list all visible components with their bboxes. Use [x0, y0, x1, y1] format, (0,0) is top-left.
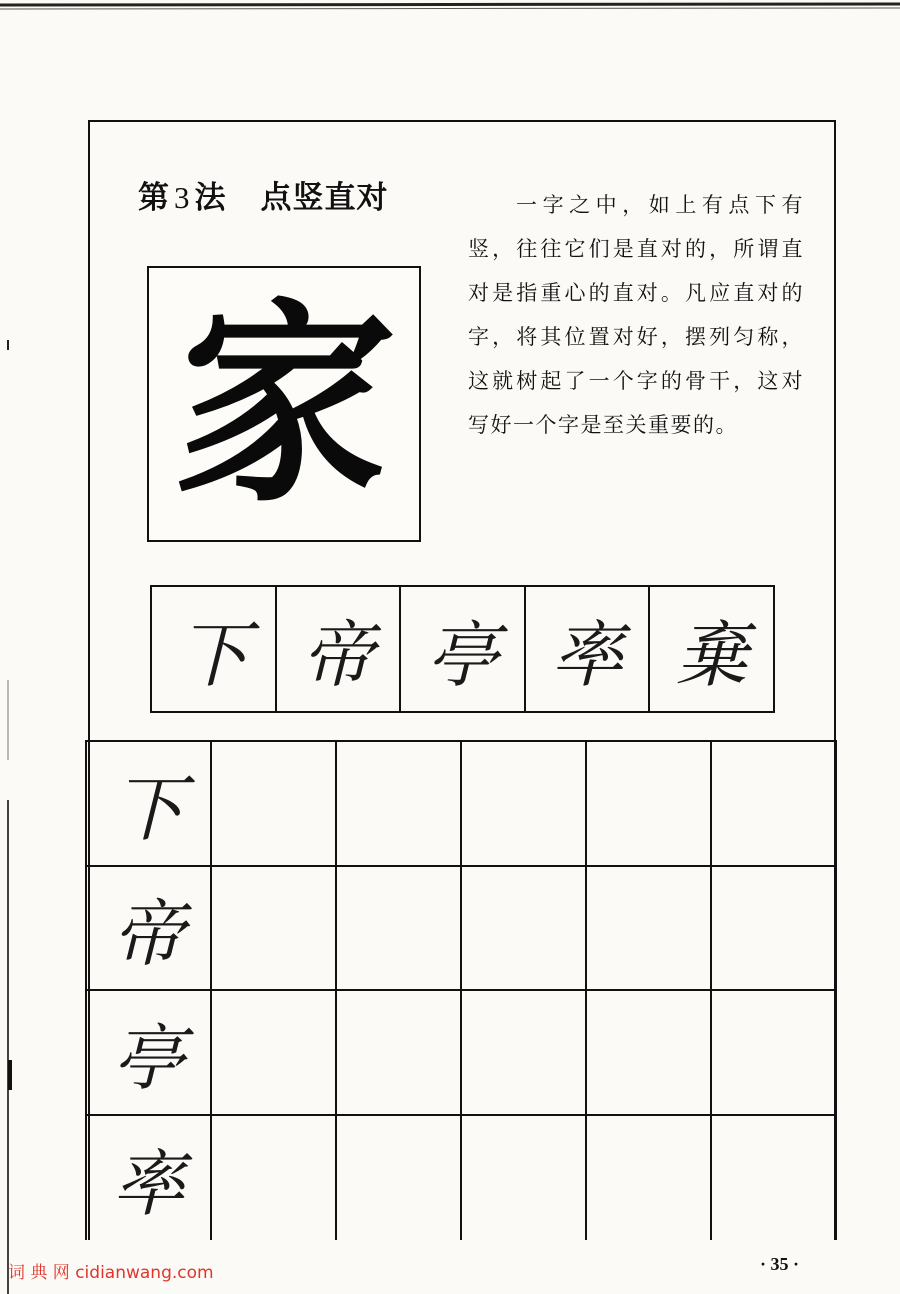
- practice-cell: [462, 1116, 587, 1241]
- practice-cell: [587, 742, 712, 867]
- explanation-text: 一字之中，如上有点下有竖，往往它们是直对的，所谓直对是指重心的直对。凡应直对的字，将其位置对好，摆列匀称，这就树起了一个字的骨干，这对写好一个字是至关重要的。: [468, 193, 804, 437]
- practice-cell: [712, 1116, 837, 1241]
- example-character: 率: [526, 587, 651, 711]
- practice-cell: [337, 991, 462, 1116]
- practice-model-character: 亭: [87, 991, 212, 1116]
- practice-cell: [212, 742, 337, 867]
- title-name: 点竖直对: [260, 180, 389, 216]
- binding-edge-marks: [0, 0, 26, 1294]
- practice-cell: [462, 991, 587, 1116]
- title-number: 3: [174, 180, 191, 215]
- top-scan-rule: [0, 0, 900, 14]
- model-character-box: [147, 266, 421, 542]
- title-prefix: 第: [138, 180, 170, 216]
- model-character: 家: [165, 277, 403, 531]
- practice-cell: [337, 742, 462, 867]
- practice-cell: [712, 742, 837, 867]
- lesson-title: [138, 172, 389, 217]
- example-character: 帝: [277, 587, 402, 711]
- example-character: 亭: [401, 587, 526, 711]
- explanation-paragraph: [468, 183, 804, 447]
- practice-cell: [212, 867, 337, 992]
- practice-cell: [587, 991, 712, 1116]
- practice-cell: [462, 742, 587, 867]
- practice-cell: [212, 991, 337, 1116]
- practice-cell: [587, 1116, 712, 1241]
- practice-model-character: 率: [87, 1116, 212, 1241]
- practice-cell: [337, 867, 462, 992]
- practice-cell: [712, 991, 837, 1116]
- practice-model-character: 帝: [87, 867, 212, 992]
- practice-cell: [712, 867, 837, 992]
- practice-model-character: 下: [87, 742, 212, 867]
- practice-cell: [212, 1116, 337, 1241]
- site-watermark: 词 典 网 cidianwang.com: [8, 1263, 214, 1283]
- practice-cell: [587, 867, 712, 992]
- example-strip: [150, 585, 775, 713]
- page-number: · 35 ·: [760, 1254, 800, 1274]
- practice-cell: [462, 867, 587, 992]
- practice-grid: [85, 740, 837, 1240]
- practice-cell: [337, 1116, 462, 1241]
- example-character: 下: [152, 587, 277, 711]
- example-character: 棄: [675, 613, 748, 697]
- title-suffix: 法: [194, 180, 227, 216]
